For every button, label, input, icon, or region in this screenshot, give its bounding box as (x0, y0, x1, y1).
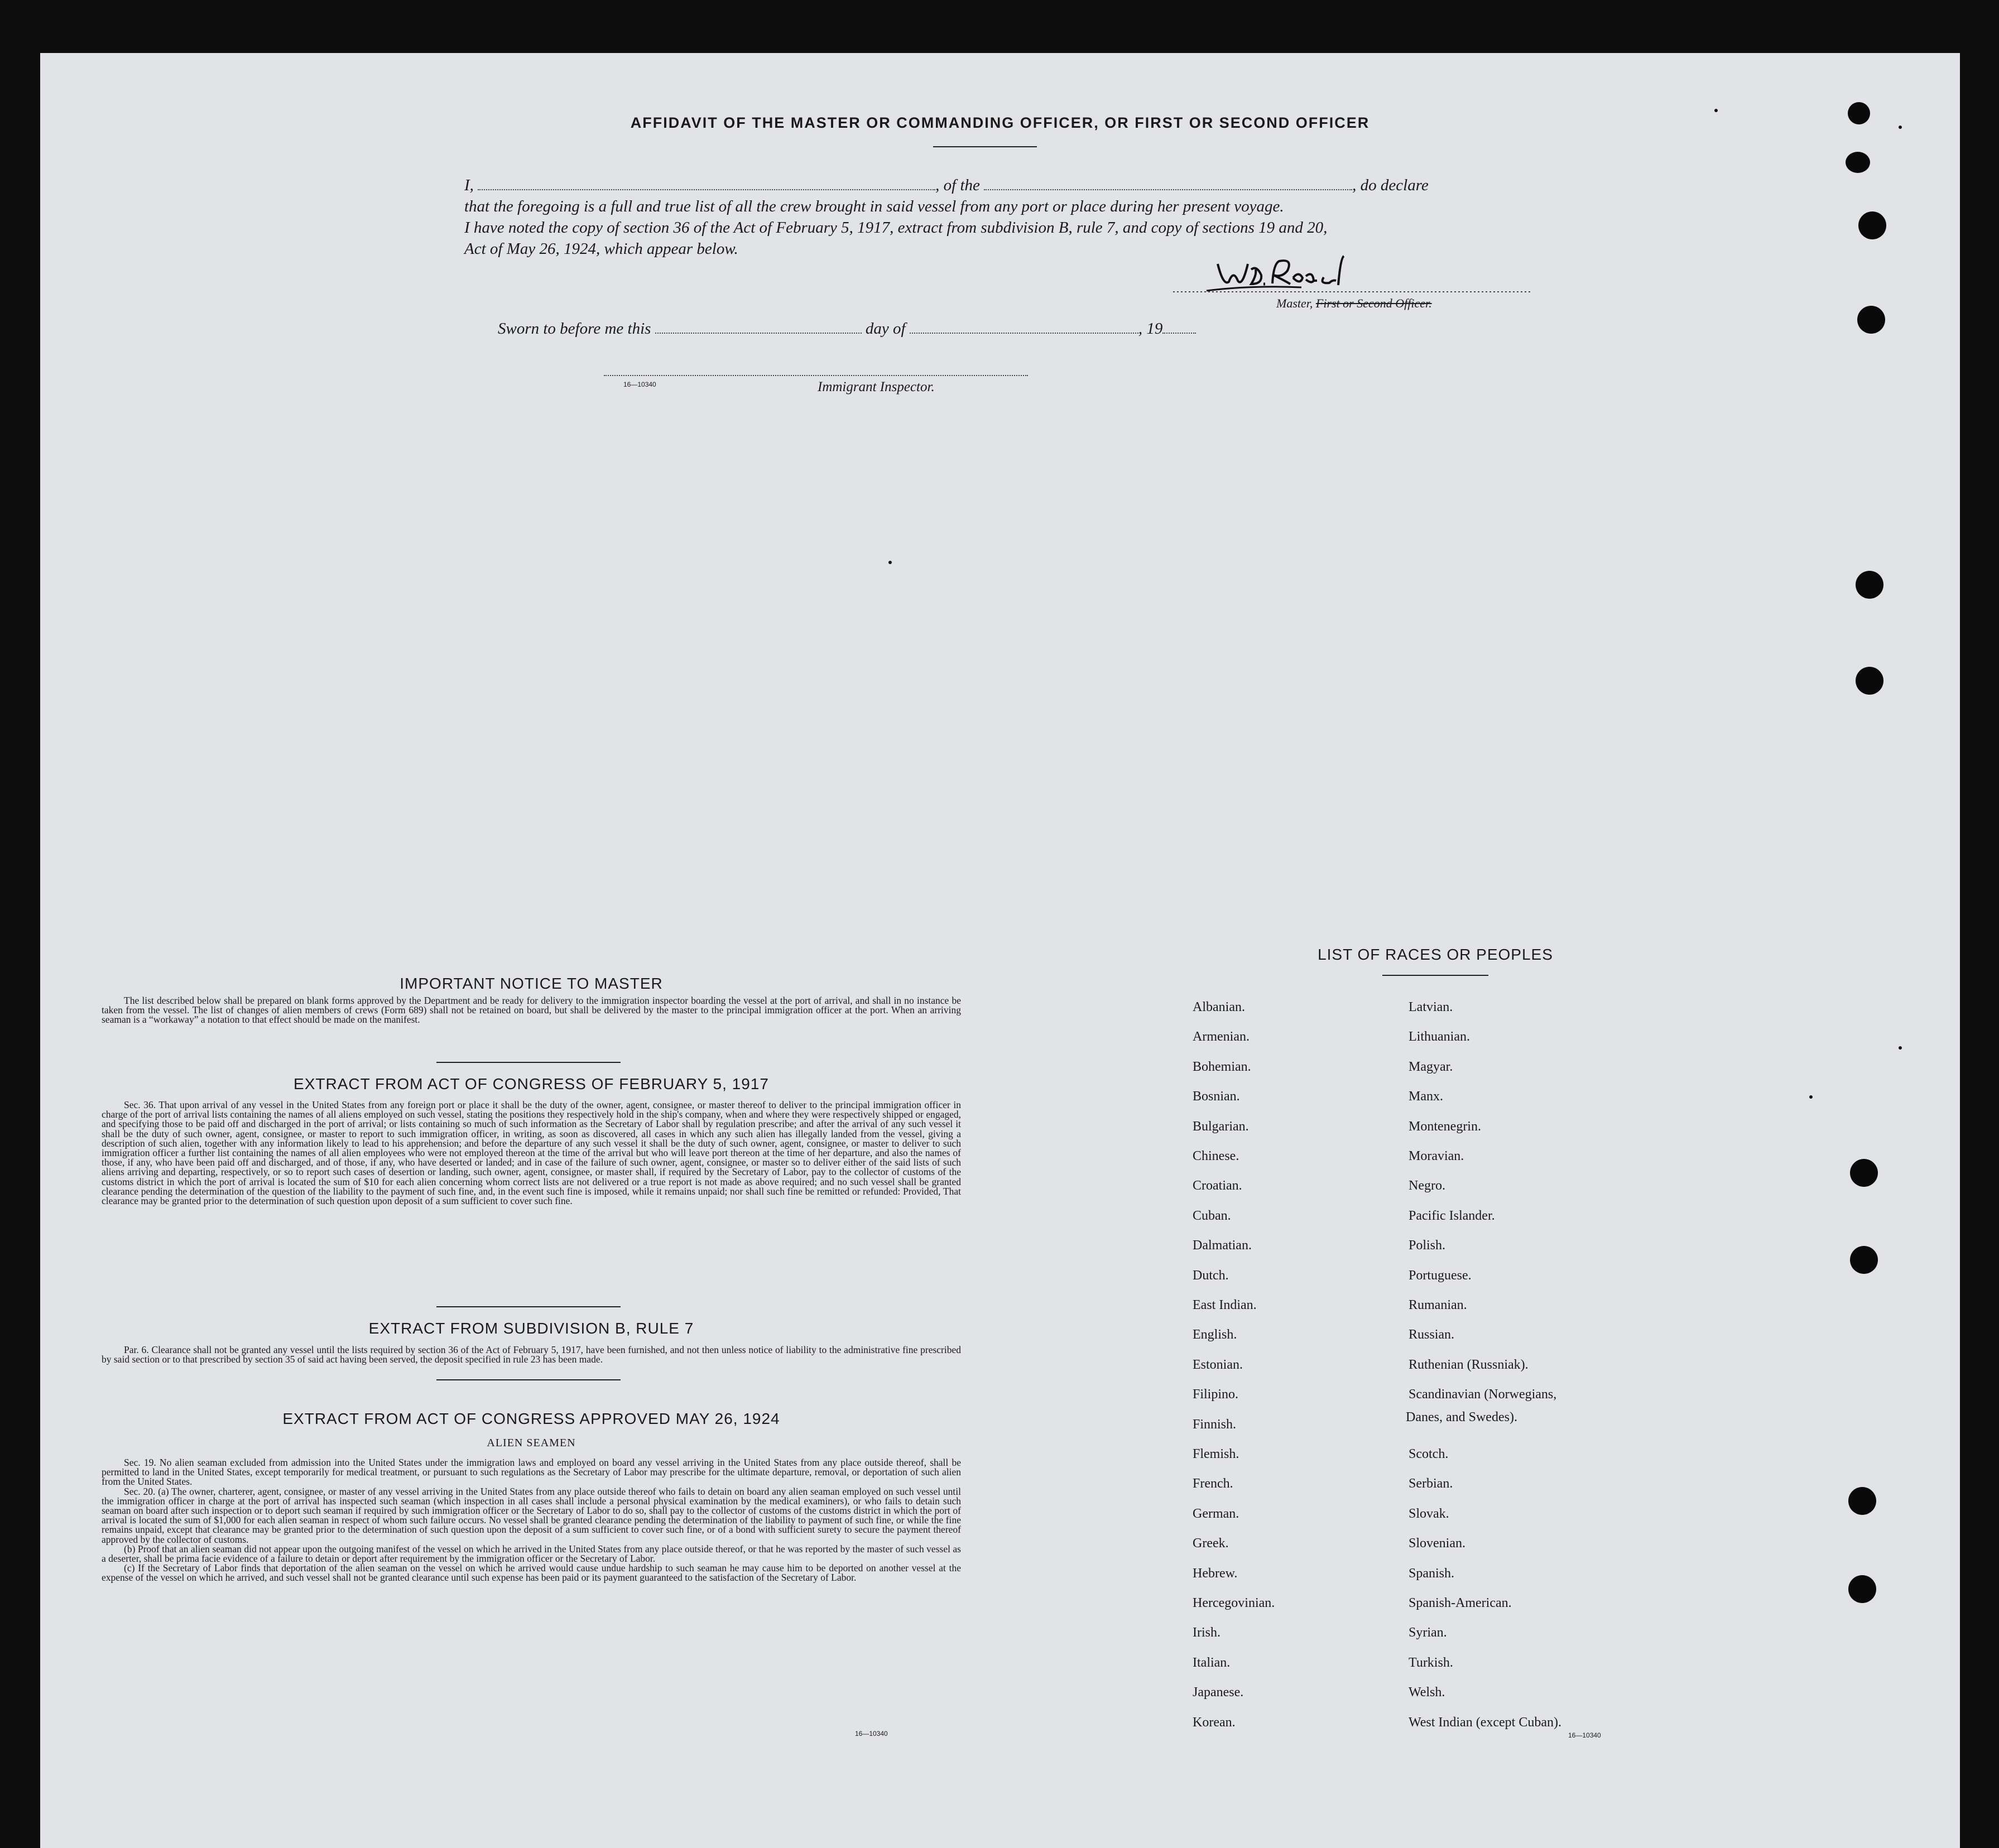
day-of-label: day of (865, 320, 906, 338)
race-item: Russian. (1409, 1327, 1455, 1342)
race-item: Armenian. (1193, 1029, 1250, 1045)
race-item: Bulgarian. (1193, 1119, 1249, 1134)
sworn-day-field[interactable] (655, 323, 862, 334)
sworn-year-field[interactable] (1162, 323, 1196, 334)
race-item: English. (1193, 1327, 1237, 1342)
speck (1809, 1095, 1813, 1099)
sec-19-paragraph: Sec. 19. No alien seaman excluded from admission into the United States under the immigration laws and employed on board any vessel arriving in the United States from any place outside thereof, shall be permitted to land in the United States, except temporarily for medical treatment, or pursuant to such regulations as the Secretary of Labor may prescribe for the ultimate departure, removal, or deportation of such alien from the United States. (102, 1457, 961, 1488)
sworn-line (498, 320, 1196, 338)
extract-rule7-body (102, 1345, 961, 1364)
race-item: Spanish. (1409, 1566, 1455, 1581)
race-item: Montenegrin. (1409, 1119, 1481, 1134)
race-item: Moravian. (1409, 1149, 1464, 1163)
race-item: Bohemian. (1193, 1059, 1251, 1074)
race-item: Greek. (1193, 1536, 1229, 1551)
race-item: Portuguese. (1409, 1268, 1472, 1283)
race-item: Hebrew. (1193, 1566, 1238, 1581)
punch-hole (1848, 1487, 1876, 1515)
speck (888, 561, 892, 564)
race-item: Manx. (1409, 1089, 1443, 1104)
extract-1924-title: EXTRACT FROM ACT OF CONGRESS APPROVED MAY 26, 1924 (282, 1410, 780, 1427)
race-item: Finnish. (1193, 1417, 1237, 1432)
signature-caption (1276, 296, 1432, 311)
race-item: Bosnian. (1193, 1089, 1240, 1104)
inspector-signature-line[interactable] (604, 375, 1028, 376)
extract-rule7-title: EXTRACT FROM SUBDIVISION B, RULE 7 (368, 1320, 694, 1337)
sworn-month-field[interactable] (910, 323, 1138, 334)
race-item: Scotch. (1409, 1447, 1449, 1461)
par-6-paragraph: Par. 6. Clearance shall not be granted any vessel until the lists required by section 36 of the Act of February 5, 1917, have been furnished, and not then unless notice of liability to the administrative fine prescribed by said section or to that prescribed by section 35 of said act having been served, the deposit specified in rule 23 has been made. (102, 1344, 961, 1365)
race-item: Irish. (1193, 1625, 1220, 1640)
master-name-field[interactable] (478, 179, 935, 190)
race-item: Korean. (1193, 1715, 1236, 1730)
race-item: Filipino. (1193, 1387, 1239, 1402)
title-rule (933, 146, 1037, 147)
struck-officer-label: First or Second Officer. (1315, 296, 1432, 310)
race-item: Welsh. (1409, 1685, 1445, 1700)
section-rule (436, 1379, 621, 1380)
race-item: German. (1193, 1506, 1239, 1521)
section-rule (436, 1062, 621, 1063)
races-title-rule (1382, 975, 1488, 976)
race-item: Japanese. (1193, 1685, 1244, 1700)
punch-hole (1850, 1246, 1878, 1274)
section-rule (436, 1306, 621, 1307)
punch-hole (1848, 1575, 1876, 1603)
declaration-i: I, (464, 176, 474, 194)
race-item: Italian. (1193, 1655, 1231, 1670)
race-item: Flemish. (1193, 1447, 1239, 1461)
race-item: Rumanian. (1409, 1298, 1467, 1312)
race-item: Latvian. (1409, 1000, 1453, 1014)
sec-20b-paragraph: (b) Proof that an alien seaman did not appear upon the outgoing manifest of the vessel on which he arrived in the United States from any place outside thereof, or that he was reported by the master of such vessel as a deserter, shall be prima facie evidence of a failure to detain or deport after requirement by the immigration officer or the Secretary of Labor. (102, 1543, 961, 1565)
year-label: , 19 (1138, 320, 1163, 338)
race-item: Syrian. (1409, 1625, 1447, 1640)
declaration-text (464, 175, 1553, 259)
handwritten-signature (1173, 253, 1530, 303)
race-item: Magyar. (1409, 1059, 1453, 1074)
notice-paragraph: The list described below shall be prepared on blank forms approved by the Department and be ready for delivery to the immigration inspector boarding the vessel at the port of arrival, and shall in no instance be taken from the vessel. The list of changes of alien members of crews (Form 689) shall not be retained on board, but shall be delivered by the master to the principal immigration officer at the port. When an arriving seaman is a “workaway” a notation to that effect should be made on the manifest. (102, 995, 961, 1026)
declaration-do-declare: , do declare (1352, 176, 1429, 194)
race-item: Dutch. (1193, 1268, 1229, 1283)
extract-1917-body (102, 1100, 961, 1206)
race-item: Scandinavian (Norwegians, (1409, 1387, 1557, 1402)
race-item: Turkish. (1409, 1655, 1453, 1670)
form-number: 16—10340 (855, 1730, 888, 1738)
form-number: 16—10340 (1568, 1731, 1601, 1739)
race-item: Croatian. (1193, 1178, 1242, 1194)
race-item: West Indian (except Cuban). (1409, 1715, 1561, 1730)
inspector-caption: Immigrant Inspector. (818, 379, 935, 394)
race-item: Polish. (1409, 1238, 1446, 1253)
race-item: Chinese. (1193, 1149, 1239, 1163)
speck (1899, 1046, 1902, 1050)
alien-seamen-subtitle: ALIEN SEAMEN (487, 1437, 576, 1449)
notice-body (102, 996, 961, 1025)
form-number: 16—10340 (623, 381, 656, 388)
race-item: Estonian. (1193, 1357, 1243, 1372)
race-item: Slovak. (1409, 1506, 1449, 1521)
master-label: Master, (1276, 296, 1313, 310)
race-item: Negro. (1409, 1178, 1445, 1194)
race-item: Albanian. (1193, 1000, 1245, 1014)
race-item: Hercegovinian. (1193, 1596, 1275, 1610)
race-item: Pacific Islander. (1409, 1208, 1495, 1223)
races-title: LIST OF RACES OR PEOPLES (1318, 946, 1553, 963)
speck (1714, 109, 1718, 112)
punch-hole (1846, 152, 1870, 173)
race-item: Lithuanian. (1409, 1029, 1470, 1045)
race-item: East Indian. (1193, 1298, 1257, 1312)
punch-hole (1858, 211, 1886, 239)
extract-1917-title: EXTRACT FROM ACT OF CONGRESS OF FEBRUARY 5, 1917 (294, 1075, 769, 1093)
affidavit-title: AFFIDAVIT OF THE MASTER OR COMMANDING OFFICER, OR FIRST OR SECOND OFFICER (630, 114, 1370, 131)
race-item: Dalmatian. (1193, 1238, 1252, 1253)
race-item: Cuban. (1193, 1208, 1231, 1223)
sworn-label: Sworn to before me this (498, 320, 651, 338)
race-item: Spanish-American. (1409, 1596, 1512, 1610)
race-item: Ruthenian (Russniak). (1409, 1357, 1529, 1372)
race-item: Slovenian. (1409, 1536, 1465, 1551)
sec-20c-paragraph: (c) If the Secretary of Labor finds that deportation of the alien seaman on the vessel on which he arrived would cause undue hardship to such seaman he may cause him to be deported on another vessel at the expense of the vessel on which he arrived, and such vessel shall not be granted clearance until such expense has been paid or its payment guaranteed to the satisfaction of the Secretary of Labor. (102, 1562, 961, 1584)
race-scandinavian-continued: Danes, and Swedes). (1406, 1410, 1517, 1424)
punch-hole (1857, 306, 1885, 334)
notice-title: IMPORTANT NOTICE TO MASTER (400, 975, 663, 992)
punch-hole (1856, 571, 1883, 599)
declaration-line-4: Act of May 26, 1924, which appear below. (464, 240, 738, 258)
declaration-line-2: that the foregoing is a full and true list of all the crew brought in said vessel from any port or place during her present voyage. (464, 198, 1284, 215)
race-item: French. (1193, 1476, 1233, 1491)
sec-20a-paragraph: Sec. 20. (a) The owner, charterer, agent, consignee, or master of any vessel arriving in the United States from any place outside thereof who fails to detain on board any alien seaman employed on such vessel until the immigration officer in charge at the port of arrival has inspected such seaman (which inspection in all cases shall include a personal physical examination by the medical examiners), or who fails to detain such seaman on board after such inspection or to deport such seaman if required by such immigration officer or the Secretary of Labor to do so, shall pay to the collector of customs of the customs district in which the port of arrival is located the sum of $1,000 for each alien seaman in respect of whom such failure occurs. No vessel shall be granted clearance pending the determination of the liability to payment of such fine, or while the fine remains unpaid, except that clearance may be granted prior to the determination of such question upon the deposit of a sum sufficient to cover such fine, or of a bond with sufficient surety to secure the payment thereof approved by the collector of customs. (102, 1485, 961, 1545)
sec-36-paragraph: Sec. 36. That upon arrival of any vessel in the United States from any foreign port or place it shall be the duty of the owner, agent, consignee, or master thereof to deliver to the principal immigration officer in charge of the port of arrival lists containing the names of all aliens employed on such vessel, stating the positions they respectively hold in the ship's company, when and where they were respectively shipped or engaged, and specifying those to be paid off and discharged in the port of arrival; or lists containing so much of such information as the Secretary of Labor shall by regulation prescribe; and after the arrival of any such vessel it shall be the duty of such owner, agent, consignee, or master to report to such immigration officer, in writing, as soon as discovered, all cases in which any such alien has illegally landed from the vessel, giving a description of such alien, together with any information likely to lead to his apprehension; and before the departure of any such vessel it shall be the duty of such owner, agent, consignee, or master to deliver to such immigration officer a further list containing the names of all alien employees who were not employed thereon at the time of the arrival but who will leave port thereon at the time of her departure, and also the names of those, if any, who have been paid off and discharged, and of those, if any, who have deserted or landed; and in case of the failure of such owner, agent, consignee, or master so to deliver either of the said lists of such aliens arriving and departing, respectively, or so to report such cases of desertion or landing, such owner, agent, consignee, or master shall, if required by the Secretary of Labor, pay to the collector of customs of the customs district in which the port of arrival is located the sum of $10 for each alien concerning whom correct lists are not delivered or a true report is not made as above required; and no such vessel shall be granted clearance pending the determination of the question of the liability to the payment of such fine, and, in the event such fine is imposed, while it remains unpaid; nor shall such fine be remitted or refunded: Provided, That clearance may be granted prior to the determination of such question upon deposit of a sum sufficient to cover such fine. (102, 1099, 961, 1207)
declaration-line-3: I have noted the copy of section 36 of the Act of February 5, 1917, extract from subdivision B, rule 7, and copy of sections 19 and 20, (464, 219, 1328, 237)
punch-hole (1850, 1159, 1878, 1187)
document-page (40, 53, 1960, 1848)
vessel-name-field[interactable] (984, 179, 1352, 190)
punch-hole (1856, 667, 1883, 695)
declaration-of-the: , of the (935, 176, 980, 194)
extract-1924-body (102, 1458, 961, 1583)
race-item: Serbian. (1409, 1476, 1453, 1491)
